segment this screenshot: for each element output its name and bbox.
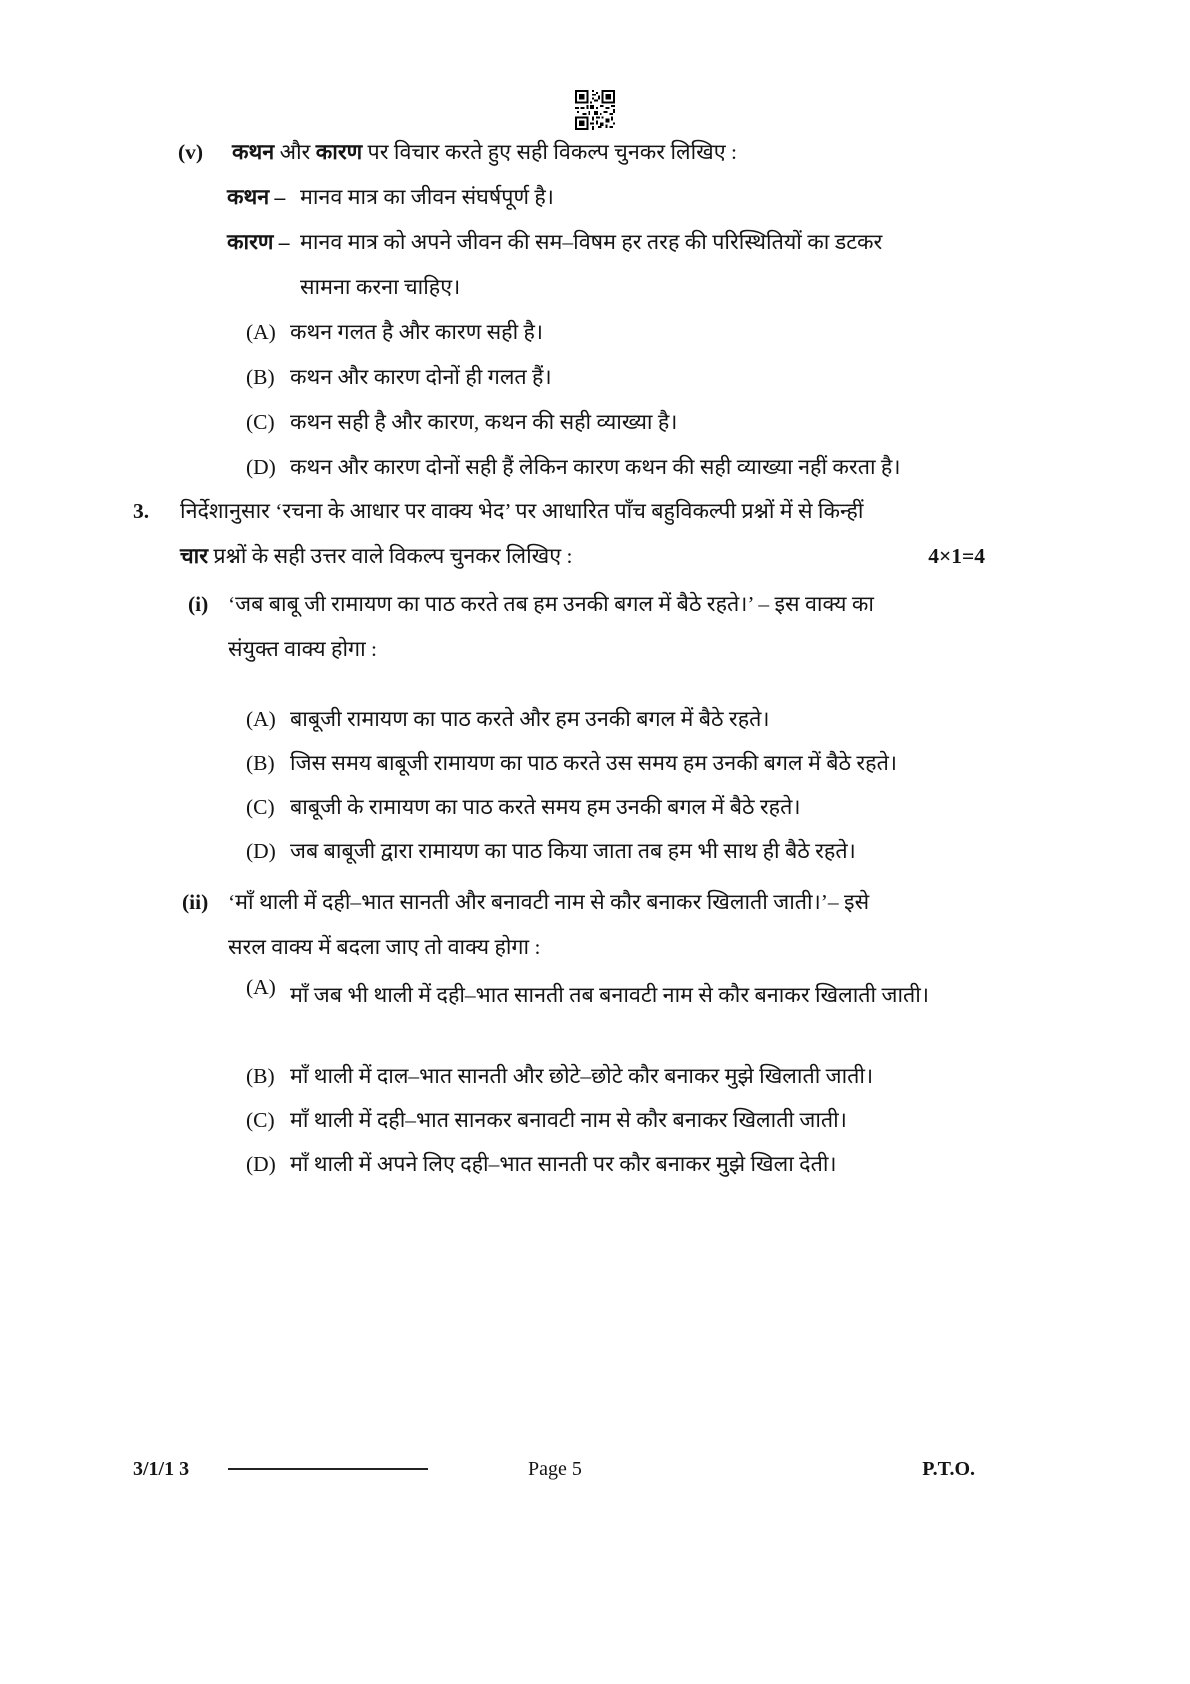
option-text: बाबूजी रामायण का पाठ करते और हम उनकी बगल में बैठे रहते। — [290, 707, 770, 731]
option-label: (C) — [246, 410, 275, 434]
option-text: कथन और कारण दोनों सही हैं लेकिन कारण कथन की सही व्याख्या नहीं करता है। — [290, 455, 901, 479]
question-3i-line1: ‘जब बाबू जी रामायण का पाठ करते तब हम उनकी बगल में बैठे रहते।’ – इस वाक्य का — [228, 592, 874, 616]
option-label: (A) — [246, 320, 276, 344]
option-text: बाबूजी के रामायण का पाठ करते समय हम उनकी बगल में बैठे रहते। — [290, 795, 801, 819]
question-v-intro-kaaran: कारण — [315, 140, 363, 164]
option-text: जिस समय बाबूजी रामायण का पाठ करते उस समय हम उनकी बगल में बैठे रहते। — [290, 751, 897, 775]
statement-label: कथन – — [227, 185, 286, 209]
option-label: (B) — [246, 1064, 275, 1088]
option-label: (B) — [246, 751, 275, 775]
option-label: (B) — [246, 365, 275, 389]
footer-divider-line — [228, 1468, 428, 1470]
question-3ii-line2: सरल वाक्य में बदला जाए तो वाक्य होगा : — [228, 935, 541, 959]
option-label: (A) — [246, 707, 276, 731]
question-v-number: (v) — [178, 140, 204, 164]
qr-code-icon — [575, 90, 615, 130]
option-text: माँ थाली में अपने लिए दही–भात सानती पर कौर बनाकर मुझे खिला देती। — [290, 1152, 837, 1176]
question-3ii-number: (ii) — [182, 890, 209, 914]
option-text: कथन और कारण दोनों ही गलत हैं। — [290, 365, 552, 389]
question-3-intro-line2-rest: प्रश्नों के सही उत्तर वाले विकल्प चुनकर लिखिए : — [208, 544, 573, 568]
question-3-intro-line1: निर्देशानुसार ‘रचना के आधार पर वाक्य भेद’ पर आधारित पाँच बहुविकल्पी प्रश्नों में से किन्हीं — [180, 499, 864, 523]
option-label: (D) — [246, 1152, 276, 1176]
question-v-intro — [232, 138, 737, 167]
footer-page-number: Page 5 — [528, 1458, 582, 1480]
option-text: माँ जब भी थाली में दही–भात सानती तब बनावटी नाम से कौर बनाकर खिलाती जाती। — [290, 983, 929, 1007]
reason-text-line2: सामना करना चाहिए। — [300, 275, 461, 299]
question-3-intro-bold: चार — [180, 544, 209, 568]
question-3-number: 3. — [133, 499, 150, 523]
option-label: (C) — [246, 795, 275, 819]
option-label: (D) — [246, 839, 276, 863]
question-3-intro-line2 — [180, 542, 572, 571]
question-3ii-line1: ‘माँ थाली में दही–भात सानती और बनावटी नाम से कौर बनाकर खिलाती जाती।’– इसे — [228, 890, 870, 914]
question-3i-line2: संयुक्त वाक्य होगा : — [228, 637, 378, 661]
option-text: कथन गलत है और कारण सही है। — [290, 320, 544, 344]
reason-text-line1: मानव मात्र को अपने जीवन की सम–विषम हर तरह की परिस्थितियों का डटकर — [300, 230, 883, 254]
footer-pto-label: P.T.O. — [922, 1458, 975, 1480]
marks-value: 4×1=4 — [928, 544, 985, 568]
option-label: (D) — [246, 455, 276, 479]
reason-label: कारण – — [227, 230, 290, 254]
option-label: (C) — [246, 1108, 275, 1132]
question-v-intro-rest: पर विचार करते हुए सही विकल्प चुनकर लिखिए : — [362, 140, 737, 164]
question-3i-number: (i) — [188, 592, 209, 616]
option-label: (A) — [246, 975, 276, 999]
question-v-intro-mid: और — [274, 140, 316, 164]
footer-paper-code: 3/1/1 3 — [133, 1458, 190, 1480]
statement-text: मानव मात्र का जीवन संघर्षपूर्ण है। — [300, 185, 554, 209]
option-text: माँ थाली में दाल–भात सानती और छोटे–छोटे कौर बनाकर मुझे खिलाती जाती। — [290, 1064, 874, 1088]
question-v-intro-kathan: कथन — [232, 140, 275, 164]
option-text: जब बाबूजी द्वारा रामायण का पाठ किया जाता तब हम भी साथ ही बैठे रहते। — [290, 839, 856, 863]
option-text: माँ थाली में दही–भात सानकर बनावटी नाम से कौर बनाकर खिलाती जाती। — [290, 1108, 847, 1132]
option-text: कथन सही है और कारण, कथन की सही व्याख्या है। — [290, 410, 678, 434]
